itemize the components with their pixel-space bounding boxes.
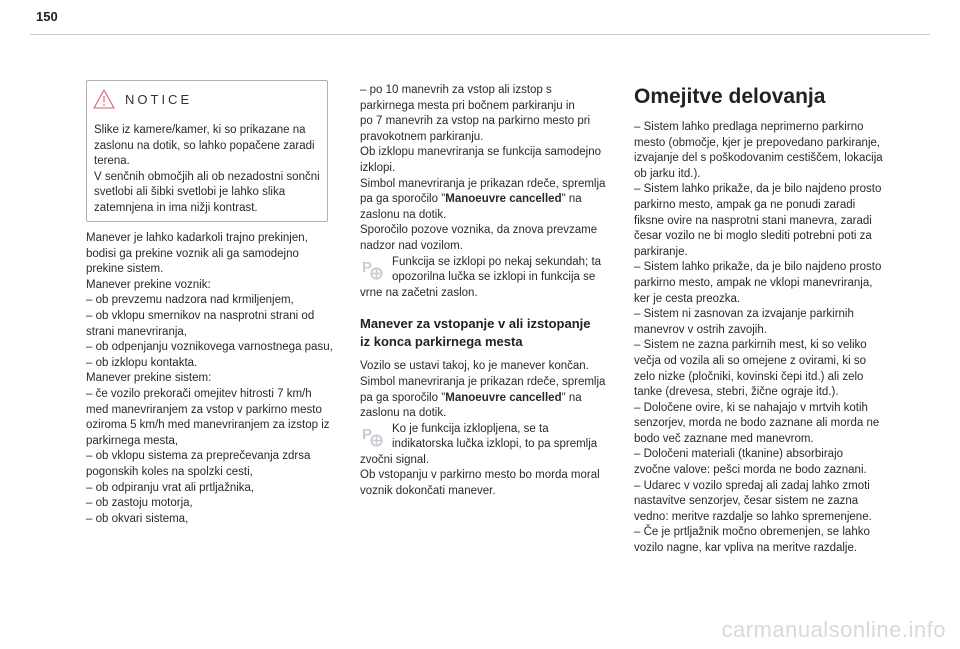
text-line: – Sistem lahko prikaže, da je bilo najdeno prosto [634,183,882,196]
text-line: tanke (drevesa, stebri, žične ograje itd.). [634,386,839,399]
icon-paragraph [360,255,618,286]
text-line: Vozilo se ustavi takoj, ko je manever končan. [360,360,589,373]
text-line: Ob izklopu manevriranja se funkcija samodejno [360,146,601,159]
text-line: parkiranje. [634,245,688,258]
column-1 [86,231,336,527]
spacer [360,301,618,315]
text-line: – ob izklopu kontakta. [86,356,198,369]
text-line: Manever je lahko kadarkoli trajno prekinjen, [86,232,308,244]
text-line: parkirnega mesta pri bočnem parkiranju in [360,99,575,112]
text-line: – Določeni materiali (tkanine) absorbirajo [634,448,844,461]
text-line: – ob prevzemu nadzora nad krmiljenjem, [86,294,294,307]
text-line: strani manevriranja, [86,325,187,338]
column-2 [360,83,618,500]
text-line: – ob odpenjanju voznikovega varnostnega pasu, [86,341,333,354]
text-line: senzorjev, morda ne bodo zaznane ali morda ne [634,417,880,430]
text-line: vedno: meritve razdalje so lahko spremenjene. [634,510,872,523]
text-line: pravokotnem parkiranju. [360,130,484,143]
page-number: 150 [36,9,58,24]
text-line: voznik dokončati manever. [360,485,496,498]
notice-line: zatemnjena in ima nižji kontrast. [94,201,258,214]
notice-title: NOTICE [125,91,193,107]
manoeuvre-cancelled-message: Manoeuvre cancelled [445,193,562,206]
text-line: Ob vstopanju v parkirno mesto bo morda moral [360,469,600,482]
text-line: večja od vozila ali so omejene z ovirami, ki so [634,354,867,367]
text-line: – ob zastoju motorja, [86,497,193,510]
spacer [360,351,618,359]
text-line: – Sistem lahko prikaže, da je bilo najdeno prosto [634,261,882,274]
text-line: nastavitve senzorjev, česar sistem ne zazna [634,495,859,508]
notice-line: svetlobi ali šibki svetlobi je lahko slika [94,186,286,199]
text-line: vozilo nagne, kar vpliva na meritve razdalje. [634,542,858,555]
manoeuvre-cancelled-message: Manoeuvre cancelled [445,391,562,404]
text-line: Funkcija se izklopi po nekaj sekundah; ta [392,255,602,268]
notice-line: zaslonu na dotik, so lahko popačene zaradi [94,139,315,152]
text-line: med manevriranjem za vstop v parkirno mesto [86,403,322,416]
text-line: oziroma 5 km/h med manevriranjem za izstop iz [86,419,330,432]
text-line: zaslonu na dotik. [360,208,447,221]
text-line: – če vozilo prekorači omejitev hitrosti 7 km/h [86,387,312,400]
text-line: Manever prekine voznik: [86,278,211,291]
notice-body [94,123,322,217]
text-line: – Sistem lahko predlaga neprimerno parkirno [634,121,864,133]
park-assist-icon [360,424,386,450]
text-line: mesto (območje, kjer je prepovedano parkiranje, [634,136,881,149]
text-line: – ob vklopu smernikov na nasprotni strani od [86,309,315,322]
text-line: Manever prekine sistem: [86,372,212,385]
text-line: izvajanje del s poškodovanim cestiščem, lokacija [634,152,883,165]
text-line: prekine sistem. [86,263,164,276]
text-line: bodisi ga prekine voznik ali ga samodejno [86,247,299,260]
text-line: pogonskih koles na spolzki cesti, [86,465,253,478]
text-line: zvočne valove: pešci morda ne bodo zaznani. [634,464,867,477]
text-line: – Določene ovire, ki se nahajajo v mrtvih kotih [634,401,868,414]
text-line: – po 10 manevrih za vstop ali izstop s [360,84,552,96]
text-line: česar vozilo ne bi moglo slediti potrebni poti za [634,230,872,243]
text-line: Simbol manevriranja je prikazan rdeče, spremlja [360,375,606,388]
notice-line: terena. [94,155,130,168]
text-line: po 7 manevrih za vstop na parkirno mesto pri [360,115,591,128]
text-line: nadzor nad vozilom. [360,239,463,252]
column-3 [634,84,904,557]
text-line: Simbol manevriranja je prikazan rdeče, spremlja [360,177,606,190]
text-line: – ob okvari sistema, [86,512,189,525]
section-heading: Omejitve delovanja [634,85,826,108]
text-line: ker je cesta preozka. [634,292,741,305]
text-line: opozorilna lučka se izklopi in funkcija se [392,271,596,284]
text-line: Sporočilo pozove voznika, da znova prevzame [360,224,598,237]
text-line: manevrov v ostrih zavojih. [634,323,767,336]
svg-text:P: P [362,258,373,276]
text-line: fiksne ovire na nasprotni stani manevra, zaradi [634,214,872,227]
text-line: parkirnega mesta, [86,434,179,447]
notice-header [93,89,192,109]
text-line: zaslonu na dotik. [360,407,447,420]
text-line: – Če je prtljažnik močno obremenjen, se lahko [634,526,870,539]
text-line: – Sistem ni zasnovan za izvajanje parkirnih [634,308,854,321]
text-line: – Udarec v vozilo spredaj ali zadaj lahko zmoti [634,479,870,492]
watermark: carmanualsonline.info [721,617,946,642]
text-line: ob jarku itd.). [634,167,701,180]
header-rule [30,34,930,35]
text-line: zelo nizke (pločniki, kovinski čepi itd.) ali zelo [634,370,864,383]
text-line: parkirno mesto, ampak ga ne ponudi zaradi [634,198,856,211]
text-line: vrne na začetni zaslon. [360,286,478,299]
park-assist-icon [360,257,386,283]
message-line: pa ga sporočilo "Manoeuvre cancelled" na [360,193,582,206]
text-line: Ko je funkcija izklopljena, se ta [392,422,549,435]
text-line: – ob odpiranju vrat ali prtljažnika, [86,481,255,494]
notice-line: V senčnih območjih ali ob nezadostni sončni [94,170,320,183]
icon-paragraph [360,422,618,453]
text-line: – Sistem ne zazna parkirnih mest, ki so veliko [634,339,867,352]
subheading: Manever za vstopanje v ali izstopanje iz konca parkirnega mesta [360,316,591,350]
message-line: pa ga sporočilo "Manoeuvre cancelled" na [360,391,582,404]
warning-triangle-icon [93,89,115,109]
notice-box [86,80,328,222]
text-line: parkirno mesto, ampak ne vklopi manevriranja, [634,276,873,289]
text-line: indikatorska lučka izklopi, to pa spremlja [392,438,598,451]
spacer [634,110,904,120]
text-line: zvočni signal. [360,453,430,466]
text-line: izklopi. [360,161,396,174]
text-line: bodo več zaznane med manevrom. [634,432,814,445]
notice-line: Slike iz kamere/kamer, ki so prikazane na [94,124,306,136]
svg-text:P: P [362,425,373,443]
text-line: – ob vklopu sistema za preprečevanja zdrsa [86,450,311,463]
